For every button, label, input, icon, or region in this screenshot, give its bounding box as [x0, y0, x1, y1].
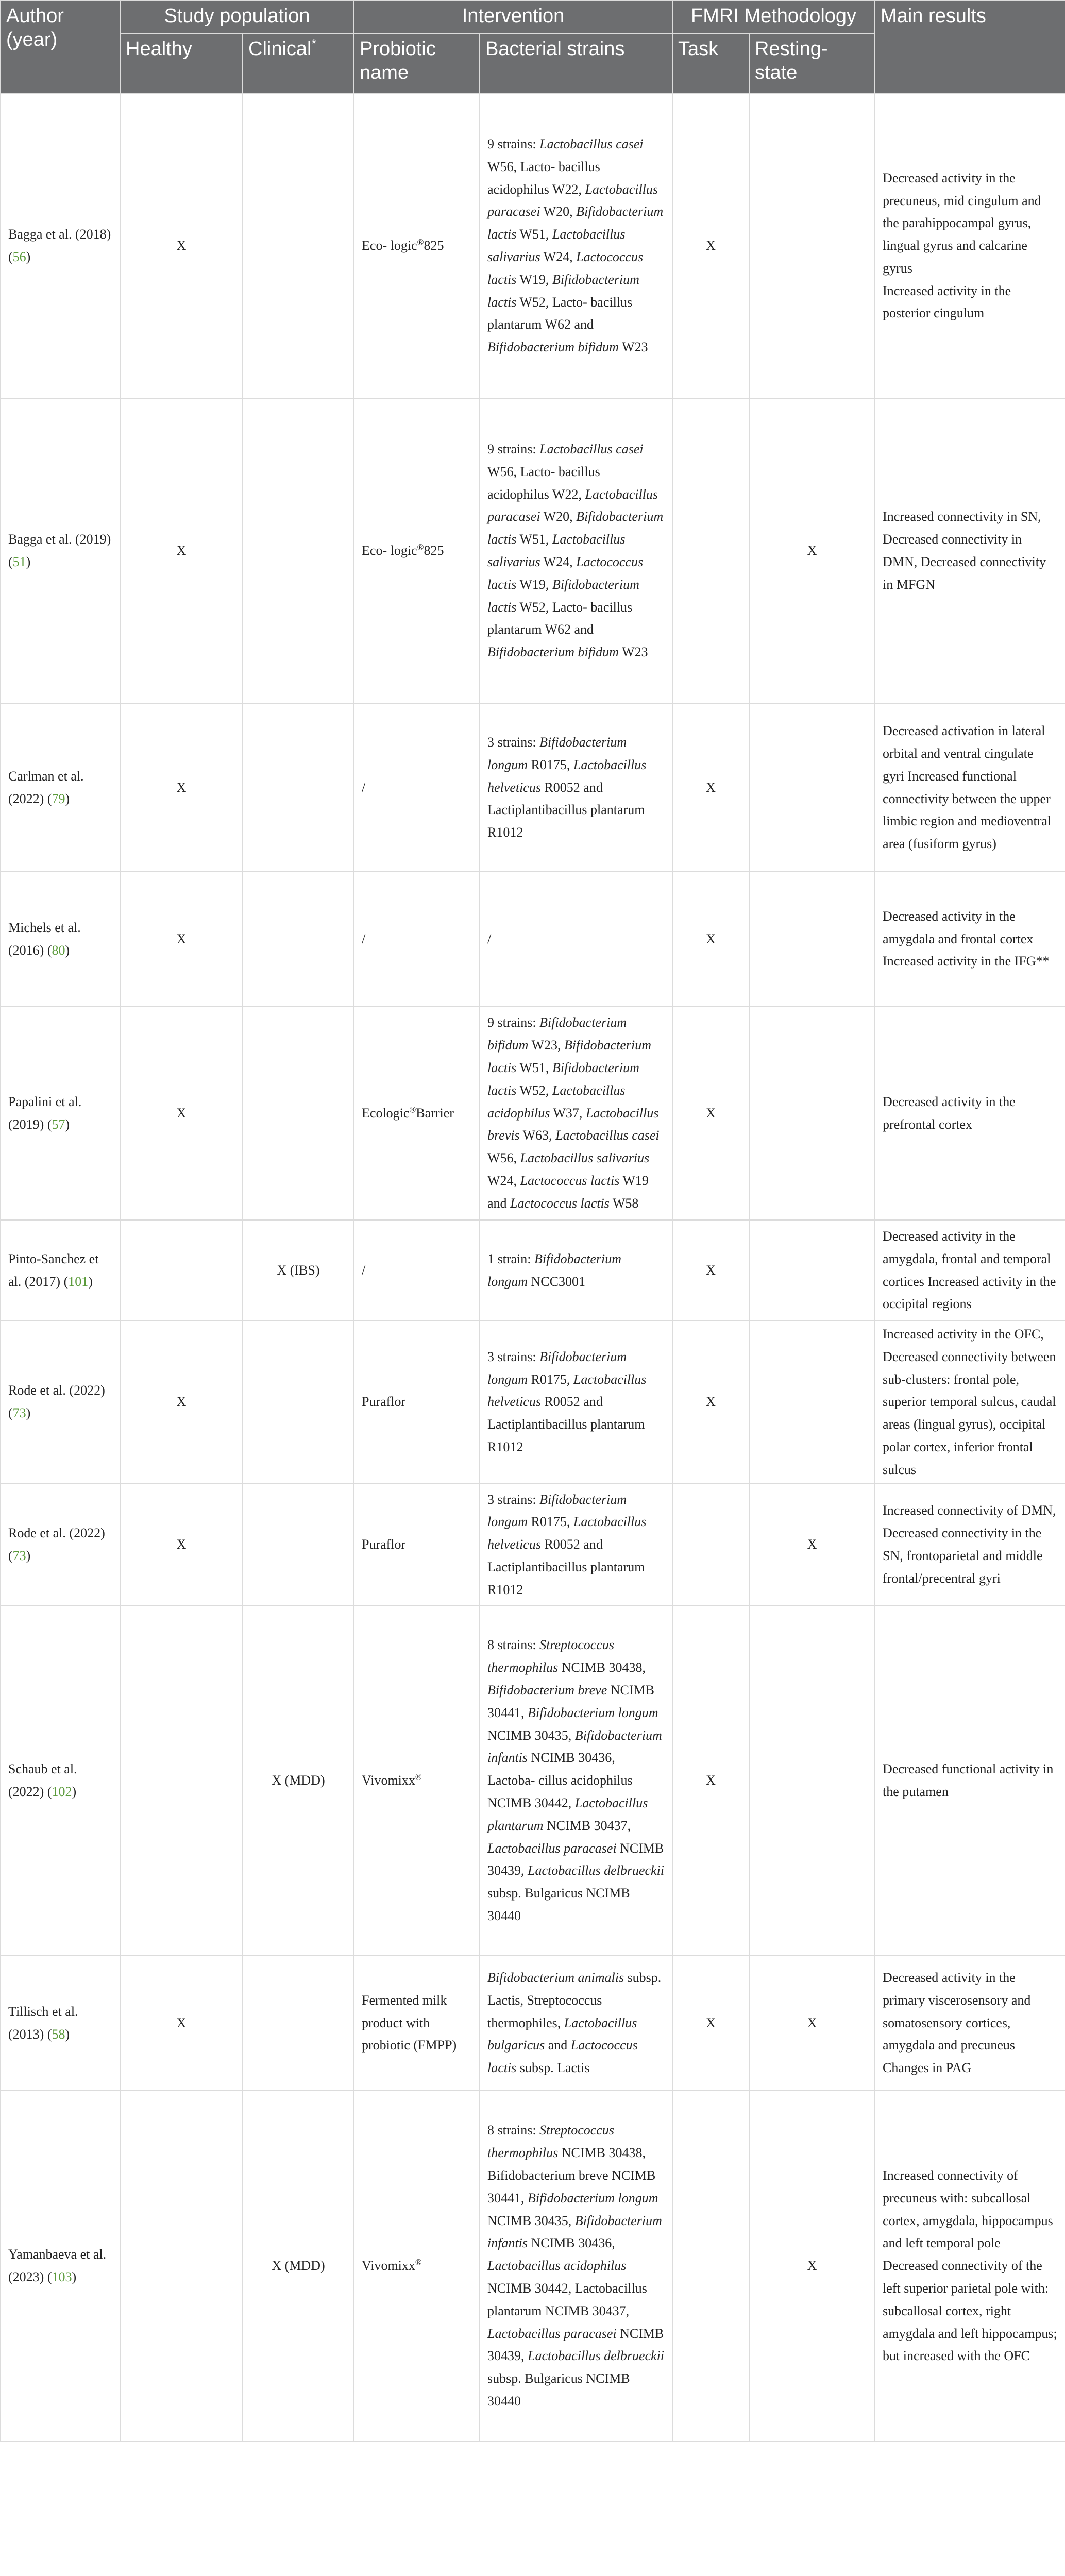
healthy-cell [120, 1606, 243, 1956]
strain-text: W20, [540, 509, 577, 524]
clinical-cell [243, 1484, 354, 1606]
species-name: Lactobacillus casei [555, 1128, 660, 1143]
author-text: Bagga et al. (2019) [8, 532, 111, 547]
task-cell: X [672, 1006, 749, 1220]
results-cell [875, 1606, 1065, 1956]
reference-number: 80 [52, 942, 65, 958]
probiotic-suffix: Barrier [416, 1105, 454, 1121]
strain-text: W51, [516, 227, 552, 242]
resting-state-cell [749, 1220, 875, 1320]
author-cell: Schaub et al. (2022) (102) [1, 1606, 120, 1956]
header-healthy: Healthy [120, 33, 243, 93]
probiotic-cell [354, 2091, 480, 2442]
species-name: Lactobacillus brevis [487, 1105, 659, 1143]
results-cell [875, 1220, 1065, 1320]
author-cell: Tillisch et al. (2013) (58) [1, 1956, 120, 2091]
probiotic-name: Vivomixx [362, 2258, 415, 2274]
author-text: Bagga et al. (2018) [8, 227, 111, 242]
results-cell [875, 2091, 1065, 2442]
strain-text: R0175, [528, 757, 573, 772]
species-name: Lactobacillus paracasei [487, 181, 658, 219]
species-name: Bifidobacterium bifidum [487, 340, 619, 355]
species-name: Lactococcus lactis [487, 2038, 638, 2076]
author-cell: Bagga et al. (2019) (51) [1, 398, 120, 703]
strain-text: NCIMB 30439, [487, 2326, 664, 2364]
species-name: Lactobacillus paracasei [487, 2326, 617, 2341]
species-name: Bifidobacterium animalis [487, 1970, 624, 1986]
species-name: Bifidobacterium longum [528, 1705, 658, 1720]
healthy-cell: X [120, 703, 243, 872]
strains-cell [480, 398, 672, 703]
table-body [1, 93, 1065, 2442]
strain-text: W56, [487, 1150, 520, 1166]
results-cell [875, 93, 1065, 398]
species-name: Lactobacillus acidophilus [487, 1082, 626, 1121]
resting-state-cell [749, 872, 875, 1006]
probiotic-name: Ecologic [362, 1105, 410, 1121]
strain-text: W58 [609, 1195, 639, 1211]
species-name: Lactobacillus salivarius [487, 532, 626, 569]
task-cell [672, 1484, 749, 1606]
strain-text: NCIMB 30436, Lactoba- cillus acidophilus NCIMB 30442, [487, 1750, 633, 1810]
results-cell [875, 1956, 1065, 2091]
strain-text: W52, Lacto- bacillus plantarum W62 and [487, 294, 633, 332]
probiotic-cell [354, 398, 480, 703]
probiotic-cell [354, 93, 480, 398]
reference-number: 73 [12, 1405, 26, 1421]
author-cell: Bagga et al. (2018) (56) [1, 93, 120, 398]
clinical-cell: X (MDD) [243, 1606, 354, 1956]
reference-number: 56 [12, 249, 26, 264]
header-bacterial-strains: Bacterial strains [480, 33, 672, 93]
result-line: Increased connectivity in SN, Decreased connectivity in DMN, Decreased connectivity in MFGN [883, 509, 1046, 592]
species-name: Bifidobacterium longum [487, 1492, 627, 1530]
clinical-cell: X (MDD) [243, 2091, 354, 2442]
strain-text: R0052 and Lactiplantibacillus plantarum R1012 [487, 1394, 645, 1454]
strain-text: W23 [618, 645, 648, 660]
species-name: Bifidobacterium longum [487, 1349, 627, 1387]
author-text: Yamanbaeva et al. (2023) [8, 2247, 107, 2285]
healthy-cell: X [120, 1320, 243, 1484]
probiotic-name: Eco- logic [362, 238, 417, 253]
probiotic-cell [354, 1484, 480, 1606]
reference-number: 102 [52, 1784, 72, 1800]
strain-text: NCIMB 30441, [487, 1682, 655, 1720]
author-cell: Rode et al. (2022) (73) [1, 1484, 120, 1606]
strain-text: W20, [540, 204, 577, 219]
species-name: Lactobacillus delbrueckii [528, 2348, 665, 2364]
task-cell: X [672, 872, 749, 1006]
strain-text: 3 strains: [487, 1492, 540, 1507]
result-line: Decreased activity in the amygdala and frontal cortex [883, 908, 1034, 946]
probiotic-cell [354, 703, 480, 872]
species-name: Bifidobacterium lactis [487, 204, 664, 242]
strains-cell [480, 872, 672, 1006]
reference-number: 101 [68, 1274, 89, 1289]
task-cell [672, 398, 749, 703]
species-name: Lactococcus lactis [487, 554, 644, 592]
healthy-cell: X [120, 1956, 243, 2091]
species-name: Lactobacillus acidophilus [487, 2258, 627, 2274]
header-clinical-label: Clinical [248, 38, 312, 60]
strain-text: W24, [487, 1173, 520, 1188]
clinical-cell: X (IBS) [243, 1220, 354, 1320]
reference-number: 79 [52, 791, 65, 806]
strain-text: 9 strains: [487, 137, 540, 152]
strains-cell [480, 1006, 672, 1220]
species-name: Lactobacillus helveticus [487, 1371, 647, 1410]
table-row [1, 1956, 1065, 2091]
registered-mark: ® [417, 237, 424, 247]
probiotic-cell [354, 1006, 480, 1220]
table-row [1, 93, 1065, 398]
species-name: Bifidobacterium lactis [487, 1060, 639, 1098]
healthy-cell: X [120, 1006, 243, 1220]
task-cell: X [672, 1606, 749, 1956]
task-cell: X [672, 1220, 749, 1320]
resting-state-cell [749, 703, 875, 872]
header-probiotic-name: Probiotic name [354, 33, 480, 93]
table-row [1, 398, 1065, 703]
strain-text: 9 strains: [487, 442, 540, 457]
species-name: Bifidobacterium bifidum [487, 1015, 627, 1053]
species-name: Bifidobacterium breve [487, 1682, 607, 1698]
table-row [1, 1320, 1065, 1484]
resting-state-cell: X [749, 1956, 875, 2091]
strains-cell [480, 93, 672, 398]
healthy-cell: X [120, 872, 243, 1006]
strain-text: NCC3001 [528, 1274, 585, 1289]
clinical-cell [243, 1320, 354, 1484]
result-line: Decreased activity in the precuneus, mid cingulum and the parahippocampal gyrus, lingual gyrus and calcarine gyrus [883, 170, 1041, 276]
strain-text: NCIMB 30438, Bifidobacterium breve NCIMB 30441, [487, 2145, 656, 2206]
strain-text: W51, [516, 1060, 552, 1075]
registered-mark: ® [415, 2257, 422, 2267]
task-cell: X [672, 1956, 749, 2091]
strain-text: NCIMB 30435, [487, 1727, 575, 1743]
resting-state-cell: X [749, 1484, 875, 1606]
species-name: Lactobacillus salivarius [487, 227, 626, 264]
reference-number: 51 [12, 554, 26, 569]
result-line: Decreased activity in the amygdala, frontal and temporal cortices Increased activity in the occipital regions [883, 1228, 1056, 1312]
author-text: Rode et al. (2022) [8, 1383, 105, 1398]
strain-text: 9 strains: [487, 1015, 540, 1030]
author-cell: Papalini et al. (2019) (57) [1, 1006, 120, 1220]
strain-text: W51, [516, 532, 552, 547]
species-name: Lactobacillus plantarum [487, 1795, 648, 1833]
strain-text: / [487, 931, 492, 946]
strain-text: NCIMB 30442, Lactobacillus plantarum NCIMB 30437, [487, 2280, 647, 2318]
header-task: Task [672, 33, 749, 93]
header-clinical [243, 33, 354, 93]
registered-mark: ® [409, 1104, 416, 1114]
strain-text: NCIMB 30438, [558, 1660, 646, 1675]
table-row [1, 1606, 1065, 1956]
species-name: Bifidobacterium longum [487, 1251, 621, 1289]
species-name: Lactobacillus casei [539, 442, 644, 457]
strain-text: NCIMB 30437, [543, 1818, 631, 1833]
strain-text: W56, Lacto- bacillus acidophilus W22, [487, 159, 600, 197]
probiotic-suffix: 825 [424, 543, 444, 558]
species-name: Bifidobacterium infantis [487, 2213, 662, 2251]
results-cell [875, 703, 1065, 872]
strain-text: W23, [528, 1038, 565, 1053]
task-cell: X [672, 93, 749, 398]
species-name: Lactobacillus casei [539, 137, 644, 152]
table-row [1, 703, 1065, 872]
probiotic-name: Puraflor [362, 1394, 406, 1410]
resting-state-cell: X [749, 398, 875, 703]
table-row [1, 872, 1065, 1006]
task-cell [672, 2091, 749, 2442]
probiotic-suffix: 825 [424, 238, 444, 253]
strain-text: 3 strains: [487, 735, 540, 750]
strain-text: W52, [516, 1082, 552, 1098]
resting-state-cell [749, 1606, 875, 1956]
probiotic-name: / [362, 1262, 366, 1278]
result-line: Decreased functional activity in the putamen [883, 1761, 1054, 1800]
strains-cell [480, 2091, 672, 2442]
result-line: Decreased activity in the primary viscerosensory and somatosensory cortices, amygdala and precuneus Changes in PAG [883, 1970, 1031, 2076]
strain-text: 3 strains: [487, 1349, 540, 1364]
healthy-cell: X [120, 398, 243, 703]
result-line: Increased activity in the IFG** [883, 954, 1050, 969]
species-name: Lactococcus lactis [520, 1173, 620, 1188]
strain-text: subsp. Lactis, Streptococcus thermophiles, [487, 1970, 662, 2030]
result-line: Increased connectivity of DMN, Decreased connectivity in the SN, frontoparietal and middle frontal/precentral gyri [883, 1503, 1056, 1586]
strain-text: R0052 and Lactiplantibacillus plantarum R1012 [487, 779, 645, 840]
result-line: Decreased activation in lateral orbital and ventral cingulate gyri Increased functional connectivity between the upper limbic region and medioventral area (fusiform gyrus) [883, 723, 1052, 852]
strains-cell [480, 1956, 672, 2091]
species-name: Bifidobacterium infantis [487, 1727, 662, 1766]
table-row [1, 1484, 1065, 1606]
probiotic-cell [354, 872, 480, 1006]
strain-text: W63, [519, 1128, 556, 1143]
strain-text: R0175, [528, 1514, 573, 1530]
strain-text: R0052 and Lactiplantibacillus plantarum R1012 [487, 1537, 645, 1597]
clinical-cell [243, 703, 354, 872]
author-cell: Michels et al. (2016) (80) [1, 872, 120, 1006]
author-cell: Rode et al. (2022) (73) [1, 1320, 120, 1484]
author-text: Tillisch et al. (2013) [8, 2004, 78, 2042]
strain-text: W19, [516, 272, 552, 287]
species-name: Streptococcus thermophilus [487, 2123, 615, 2161]
results-cell [875, 872, 1065, 1006]
result-line: Increased connectivity of precuneus with: subcallosal cortex, amygdala, hippocampus and left temporal pole [883, 2167, 1053, 2251]
strain-text: NCIMB 30435, [487, 2213, 575, 2228]
species-name: Lactococcus lactis [510, 1195, 610, 1211]
probiotic-cell [354, 1320, 480, 1484]
healthy-cell [120, 2091, 243, 2442]
registered-mark: ® [415, 1772, 422, 1782]
strains-cell [480, 1220, 672, 1320]
author-cell: Carlman et al. (2022) (79) [1, 703, 120, 872]
probiotic-name: Vivomixx [362, 1773, 415, 1788]
author-text: Carlman et al. (2022) [8, 768, 84, 806]
resting-state-cell [749, 93, 875, 398]
species-name: Bifidobacterium lactis [487, 509, 664, 547]
strain-text: W24, [540, 249, 577, 264]
result-line: Decreased activity in the prefrontal cortex [883, 1094, 1016, 1132]
strains-cell [480, 1320, 672, 1484]
task-cell: X [672, 1320, 749, 1484]
strain-text: 8 strains: [487, 1637, 540, 1653]
probiotic-cell [354, 1220, 480, 1320]
species-name: Lactobacillus paracasei [487, 486, 658, 524]
species-name: Bifidobacterium lactis [487, 1038, 652, 1075]
probiotic-name: Eco- logic [362, 543, 417, 558]
strain-text: R0175, [528, 1371, 573, 1387]
author-cell: Yamanbaeva et al. (2023) (103) [1, 2091, 120, 2442]
resting-state-cell: X [749, 2091, 875, 2442]
header-fmri-methodology: FMRI Methodology [672, 1, 875, 33]
species-name: Bifidobacterium longum [487, 735, 627, 772]
strain-text: subsp. Bulgaricus NCIMB 30440 [487, 2371, 630, 2409]
strain-text: NCIMB 30436, [528, 2235, 615, 2251]
strain-text: W19 and [487, 1173, 649, 1211]
probiotic-name: / [362, 779, 366, 795]
species-name: Lactococcus lactis [487, 249, 644, 287]
author-text: Papalini et al. (2019) [8, 1094, 82, 1132]
header-intervention: Intervention [354, 1, 672, 33]
probiotic-name: Fermented milk product with probiotic (FMPP) [362, 1992, 457, 2053]
species-name: Bifidobacterium bifidum [487, 645, 619, 660]
strain-text: W24, [540, 554, 577, 569]
strains-cell [480, 1606, 672, 1956]
reference-number: 58 [52, 2026, 65, 2042]
species-name: Lactobacillus helveticus [487, 1514, 647, 1552]
reference-number: 73 [12, 1548, 26, 1564]
strain-text: W56, Lacto- bacillus acidophilus W22, [487, 464, 600, 502]
species-name: Lactobacillus helveticus [487, 757, 647, 795]
strain-text: W52, Lacto- bacillus plantarum W62 and [487, 599, 633, 637]
species-name: Bifidobacterium lactis [487, 577, 639, 615]
reference-number: 57 [52, 1116, 65, 1132]
strains-cell [480, 703, 672, 872]
table-row [1, 1006, 1065, 1220]
clinical-cell [243, 1956, 354, 2091]
author-cell: Pinto-Sanchez et al. (2017) (101) [1, 1220, 120, 1320]
results-cell [875, 398, 1065, 703]
results-cell [875, 1320, 1065, 1484]
header-author: Author (year) [1, 1, 120, 93]
species-name: Lactobacillus salivarius [520, 1150, 650, 1166]
results-cell [875, 1484, 1065, 1606]
strain-text: W37, [550, 1105, 586, 1121]
header-resting-state: Resting-state [749, 33, 875, 93]
strain-text: 8 strains: [487, 2123, 540, 2138]
strains-cell [480, 1484, 672, 1606]
author-text: Schaub et al. (2022) [8, 1761, 77, 1800]
clinical-cell [243, 398, 354, 703]
strain-text: W23 [618, 340, 648, 355]
species-name: Lactobacillus delbrueckii [528, 1863, 665, 1878]
result-line: Decreased connectivity of the left superior parietal pole with: subcallosal cortex, right amygdala and left hippocampus; but increased with the OFC [883, 2258, 1057, 2364]
results-cell [875, 1006, 1065, 1220]
strain-text: subsp. Bulgaricus NCIMB 30440 [487, 1886, 630, 1923]
clinical-cell [243, 1006, 354, 1220]
author-text: Rode et al. (2022) [8, 1526, 105, 1541]
header-study-population: Study population [120, 1, 354, 33]
species-name: Lactobacillus paracasei [487, 1840, 617, 1856]
healthy-cell: X [120, 93, 243, 398]
result-line: Increased activity in the posterior cingulum [883, 283, 1011, 321]
table-row [1, 2091, 1065, 2442]
strain-text: NCIMB 30439, [487, 1840, 664, 1878]
clinical-cell [243, 93, 354, 398]
healthy-cell [120, 1220, 243, 1320]
table-row [1, 1220, 1065, 1320]
strain-text: subsp. Lactis [516, 2060, 590, 2076]
species-name: Streptococcus thermophilus [487, 1637, 615, 1675]
header-clinical-marker: * [311, 37, 317, 52]
table-header [1, 1, 1065, 93]
strain-text: 1 strain: [487, 1251, 535, 1266]
result-line: Increased activity in the OFC, Decreased connectivity between sub-clusters: frontal pole, superior temporal sulcus, caudal areas (lingual gyrus), occipital polar cortex, inferior frontal sulcus [883, 1327, 1056, 1477]
strain-text: and [545, 2038, 571, 2053]
healthy-cell: X [120, 1484, 243, 1606]
task-cell: X [672, 703, 749, 872]
resting-state-cell [749, 1320, 875, 1484]
author-text: Michels et al. (2016) [8, 920, 81, 958]
species-name: Bifidobacterium lactis [487, 272, 639, 310]
probiotic-name: Puraflor [362, 1537, 406, 1552]
clinical-cell [243, 872, 354, 1006]
species-name: Bifidobacterium longum [528, 2190, 658, 2206]
author-text: Pinto-Sanchez et al. (2017) [8, 1251, 99, 1289]
probiotic-cell [354, 1956, 480, 2091]
probiotic-cell [354, 1606, 480, 1956]
probiotic-name: / [362, 931, 366, 946]
header-main-results: Main results [875, 1, 1065, 93]
strain-text: W19, [516, 577, 552, 592]
reference-number: 103 [52, 2269, 72, 2285]
resting-state-cell [749, 1006, 875, 1220]
registered-mark: ® [417, 542, 424, 552]
species-name: Lactobacillus bulgaricus [487, 2015, 637, 2053]
